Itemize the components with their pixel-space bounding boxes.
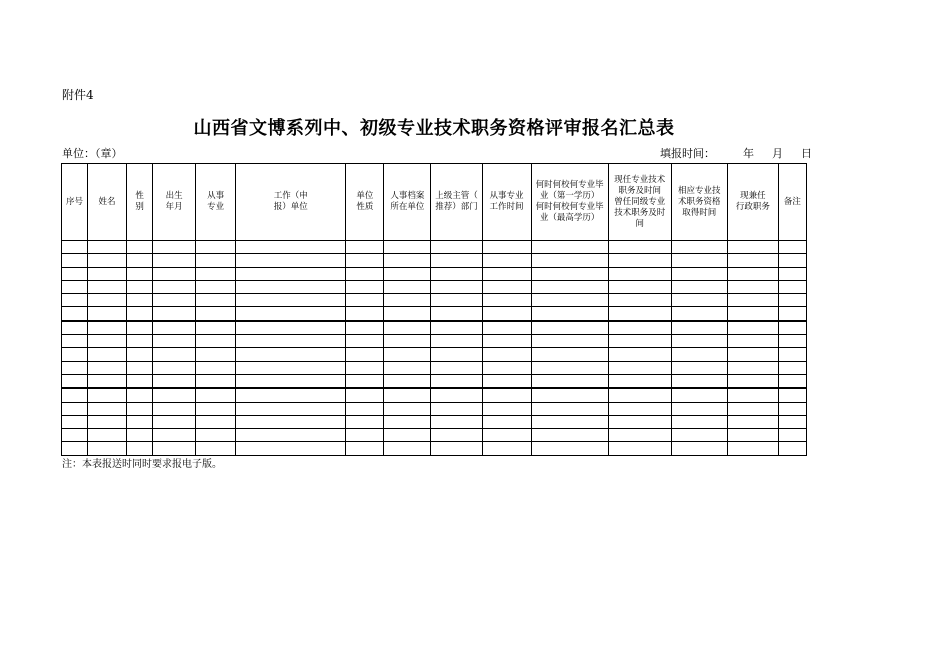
table-cell[interactable] xyxy=(153,415,196,428)
table-cell[interactable] xyxy=(531,335,608,348)
table-cell[interactable] xyxy=(384,280,431,293)
table-cell[interactable] xyxy=(236,429,346,442)
table-cell[interactable] xyxy=(671,307,727,321)
table-cell[interactable] xyxy=(236,307,346,321)
attachment-label: 附件4 xyxy=(62,88,94,102)
table-cell[interactable] xyxy=(671,361,727,374)
table-cell[interactable] xyxy=(196,348,236,361)
table-cell[interactable] xyxy=(88,294,127,307)
table-cell[interactable] xyxy=(196,361,236,374)
table-cell[interactable] xyxy=(346,307,384,321)
table-cell[interactable] xyxy=(482,429,531,442)
table-cell[interactable] xyxy=(384,415,431,428)
table-cell[interactable] xyxy=(727,321,778,335)
table-cell[interactable] xyxy=(482,348,531,361)
table-row xyxy=(62,388,807,402)
table-cell[interactable] xyxy=(778,307,806,321)
table-cell[interactable] xyxy=(153,361,196,374)
table-cell[interactable] xyxy=(196,254,236,267)
table-cell[interactable] xyxy=(671,335,727,348)
table-cell[interactable] xyxy=(127,321,153,335)
table-cell[interactable] xyxy=(482,415,531,428)
table-cell[interactable] xyxy=(727,294,778,307)
footnote: 注：本表报送时同时要求报电子版。 xyxy=(62,459,222,470)
table-cell[interactable] xyxy=(153,280,196,293)
table-cell[interactable] xyxy=(62,280,88,293)
table-cell[interactable] xyxy=(431,280,482,293)
table-cell[interactable] xyxy=(62,388,88,402)
table-cell[interactable] xyxy=(236,415,346,428)
table-cell[interactable] xyxy=(88,267,127,280)
table-cell[interactable] xyxy=(62,241,88,254)
table-cell[interactable] xyxy=(153,429,196,442)
table-cell[interactable] xyxy=(88,429,127,442)
table-cell[interactable] xyxy=(88,402,127,415)
table-cell[interactable] xyxy=(608,267,671,280)
fill-time-year: 年 xyxy=(743,147,754,160)
table-cell[interactable] xyxy=(778,402,806,415)
table-cell[interactable] xyxy=(671,280,727,293)
table-cell[interactable] xyxy=(671,241,727,254)
table-cell[interactable] xyxy=(778,429,806,442)
table-cell[interactable] xyxy=(127,241,153,254)
col-current-title: 现任专业技术 职务及时间 曾任同级专业 技术职务及时 间 xyxy=(608,164,671,241)
table-cell[interactable] xyxy=(431,442,482,455)
table-row xyxy=(62,429,807,442)
table-cell[interactable] xyxy=(671,267,727,280)
table-cell[interactable] xyxy=(346,335,384,348)
table-cell[interactable] xyxy=(153,254,196,267)
col-work-time: 从事专业 工作时间 xyxy=(482,164,531,241)
table-cell[interactable] xyxy=(346,388,384,402)
col-birth: 出生 年月 xyxy=(153,164,196,241)
fill-time xyxy=(660,145,812,161)
table-cell[interactable] xyxy=(482,254,531,267)
table-cell[interactable] xyxy=(153,442,196,455)
table-cell[interactable] xyxy=(236,267,346,280)
table-cell[interactable] xyxy=(384,307,431,321)
table-cell[interactable] xyxy=(346,415,384,428)
fill-time-label: 填报时间： xyxy=(660,147,715,160)
table-cell[interactable] xyxy=(196,280,236,293)
table-cell[interactable] xyxy=(778,361,806,374)
table-cell[interactable] xyxy=(727,388,778,402)
table-cell[interactable] xyxy=(778,415,806,428)
table-cell[interactable] xyxy=(236,361,346,374)
table-cell[interactable] xyxy=(671,442,727,455)
table-cell[interactable] xyxy=(127,348,153,361)
table-cell[interactable] xyxy=(196,388,236,402)
table-cell[interactable] xyxy=(431,402,482,415)
table-cell[interactable] xyxy=(127,374,153,388)
table-cell[interactable] xyxy=(608,388,671,402)
table-cell[interactable] xyxy=(727,254,778,267)
table-cell[interactable] xyxy=(778,321,806,335)
table-row xyxy=(62,280,807,293)
table-cell[interactable] xyxy=(384,388,431,402)
table-cell[interactable] xyxy=(727,415,778,428)
table-cell[interactable] xyxy=(431,241,482,254)
table-cell[interactable] xyxy=(778,254,806,267)
table-cell[interactable] xyxy=(778,348,806,361)
table-cell[interactable] xyxy=(482,294,531,307)
table-cell[interactable] xyxy=(196,335,236,348)
table-cell[interactable] xyxy=(727,307,778,321)
table-cell[interactable] xyxy=(431,307,482,321)
table-row xyxy=(62,335,807,348)
table-cell[interactable] xyxy=(88,415,127,428)
table-cell[interactable] xyxy=(482,335,531,348)
table-cell[interactable] xyxy=(671,402,727,415)
table-cell[interactable] xyxy=(531,321,608,335)
table-cell[interactable] xyxy=(153,402,196,415)
table-cell[interactable] xyxy=(236,241,346,254)
table-cell[interactable] xyxy=(531,402,608,415)
table-cell[interactable] xyxy=(671,348,727,361)
table-cell[interactable] xyxy=(531,294,608,307)
table-cell[interactable] xyxy=(346,402,384,415)
table-row xyxy=(62,241,807,254)
col-supervisor: 上级主管（ 推荐）部门 xyxy=(431,164,482,241)
table-cell[interactable] xyxy=(608,429,671,442)
table-cell[interactable] xyxy=(431,388,482,402)
table-cell[interactable] xyxy=(384,294,431,307)
table-cell[interactable] xyxy=(482,388,531,402)
table-cell[interactable] xyxy=(62,415,88,428)
table-cell[interactable] xyxy=(384,335,431,348)
table-cell[interactable] xyxy=(608,241,671,254)
table-cell[interactable] xyxy=(62,402,88,415)
table-cell[interactable] xyxy=(196,374,236,388)
table-cell[interactable] xyxy=(196,294,236,307)
table-cell[interactable] xyxy=(236,254,346,267)
table-cell[interactable] xyxy=(236,321,346,335)
table-cell[interactable] xyxy=(236,294,346,307)
table-cell[interactable] xyxy=(671,254,727,267)
table-cell[interactable] xyxy=(531,348,608,361)
table-cell[interactable] xyxy=(88,280,127,293)
table-cell[interactable] xyxy=(608,415,671,428)
table-cell[interactable] xyxy=(236,402,346,415)
table-cell[interactable] xyxy=(384,321,431,335)
table-row xyxy=(62,442,807,455)
table-row xyxy=(62,374,807,388)
col-education: 何时何校何专业毕 业（第一学历） 何时何校何专业毕 业（最高学历） xyxy=(531,164,608,241)
table-cell[interactable] xyxy=(531,361,608,374)
table-cell[interactable] xyxy=(127,415,153,428)
table-cell[interactable] xyxy=(482,374,531,388)
table-cell[interactable] xyxy=(384,267,431,280)
table-cell[interactable] xyxy=(153,335,196,348)
table-cell[interactable] xyxy=(431,348,482,361)
table-cell[interactable] xyxy=(384,402,431,415)
table-cell[interactable] xyxy=(778,267,806,280)
table-cell[interactable] xyxy=(727,348,778,361)
table-cell[interactable] xyxy=(671,374,727,388)
table-row xyxy=(62,267,807,280)
table-row xyxy=(62,254,807,267)
page-title: 山西省文博系列中、初级专业技术职务资格评审报名汇总表 xyxy=(193,118,675,139)
table-cell[interactable] xyxy=(671,321,727,335)
table-cell[interactable] xyxy=(127,429,153,442)
table-cell[interactable] xyxy=(671,415,727,428)
table-cell[interactable] xyxy=(608,335,671,348)
table-cell[interactable] xyxy=(482,442,531,455)
table-cell[interactable] xyxy=(236,280,346,293)
table-cell[interactable] xyxy=(236,442,346,455)
table-cell[interactable] xyxy=(153,267,196,280)
table-cell[interactable] xyxy=(153,374,196,388)
table-cell[interactable] xyxy=(196,241,236,254)
table-cell[interactable] xyxy=(671,429,727,442)
col-gender: 性 别 xyxy=(127,164,153,241)
table-cell[interactable] xyxy=(346,280,384,293)
table-cell[interactable] xyxy=(62,429,88,442)
table-cell[interactable] xyxy=(431,294,482,307)
table-cell[interactable] xyxy=(62,335,88,348)
table-cell[interactable] xyxy=(431,361,482,374)
table-cell[interactable] xyxy=(196,415,236,428)
table-cell[interactable] xyxy=(196,442,236,455)
table-cell[interactable] xyxy=(346,267,384,280)
table-cell[interactable] xyxy=(88,442,127,455)
table-cell[interactable] xyxy=(431,321,482,335)
table-cell[interactable] xyxy=(88,361,127,374)
table-cell[interactable] xyxy=(127,280,153,293)
table-cell[interactable] xyxy=(431,429,482,442)
table-cell[interactable] xyxy=(384,348,431,361)
table-cell[interactable] xyxy=(384,254,431,267)
table-cell[interactable] xyxy=(482,307,531,321)
table-row xyxy=(62,348,807,361)
table-cell[interactable] xyxy=(196,307,236,321)
fill-time-month: 月 xyxy=(772,147,783,160)
table-cell[interactable] xyxy=(727,374,778,388)
table-cell[interactable] xyxy=(531,241,608,254)
table-cell[interactable] xyxy=(531,307,608,321)
table-cell[interactable] xyxy=(196,267,236,280)
table-cell[interactable] xyxy=(153,307,196,321)
table-cell[interactable] xyxy=(727,335,778,348)
table-cell[interactable] xyxy=(236,335,346,348)
table-row xyxy=(62,361,807,374)
table-cell[interactable] xyxy=(778,241,806,254)
table-cell[interactable] xyxy=(531,388,608,402)
table-cell[interactable] xyxy=(346,294,384,307)
table-cell[interactable] xyxy=(62,321,88,335)
table-cell[interactable] xyxy=(346,241,384,254)
table-cell[interactable] xyxy=(236,348,346,361)
table-cell[interactable] xyxy=(88,254,127,267)
table-cell[interactable] xyxy=(384,241,431,254)
table-cell[interactable] xyxy=(531,374,608,388)
table-cell[interactable] xyxy=(346,429,384,442)
col-admin-post: 现兼任 行政职务 xyxy=(727,164,778,241)
table-cell[interactable] xyxy=(127,361,153,374)
table-cell[interactable] xyxy=(62,294,88,307)
table-row xyxy=(62,294,807,307)
table-cell[interactable] xyxy=(88,307,127,321)
col-work-unit: 工作（申 报）单位 xyxy=(236,164,346,241)
col-seq: 序号 xyxy=(62,164,88,241)
table-cell[interactable] xyxy=(346,361,384,374)
table-row xyxy=(62,402,807,415)
table-cell[interactable] xyxy=(384,442,431,455)
table-cell[interactable] xyxy=(531,415,608,428)
table-cell[interactable] xyxy=(196,402,236,415)
table-cell[interactable] xyxy=(88,241,127,254)
table-cell[interactable] xyxy=(62,442,88,455)
table-cell[interactable] xyxy=(62,307,88,321)
table-cell[interactable] xyxy=(62,361,88,374)
table-cell[interactable] xyxy=(88,388,127,402)
unit-label: 单位：（章） xyxy=(62,147,123,160)
col-specialty: 从事 专业 xyxy=(196,164,236,241)
table-cell[interactable] xyxy=(482,267,531,280)
table-cell[interactable] xyxy=(482,361,531,374)
table-cell[interactable] xyxy=(127,267,153,280)
table-row xyxy=(62,415,807,428)
table-cell[interactable] xyxy=(778,280,806,293)
table-cell[interactable] xyxy=(153,348,196,361)
table-cell[interactable] xyxy=(531,267,608,280)
table-cell[interactable] xyxy=(608,442,671,455)
table-cell[interactable] xyxy=(346,254,384,267)
table-cell[interactable] xyxy=(88,321,127,335)
table-cell[interactable] xyxy=(431,415,482,428)
table-cell[interactable] xyxy=(127,254,153,267)
table-cell[interactable] xyxy=(196,429,236,442)
table-cell[interactable] xyxy=(88,374,127,388)
table-cell[interactable] xyxy=(62,348,88,361)
table-cell[interactable] xyxy=(778,388,806,402)
table-cell[interactable] xyxy=(531,280,608,293)
col-file-unit: 人事档案 所在单位 xyxy=(384,164,431,241)
table-cell[interactable] xyxy=(608,402,671,415)
table-row xyxy=(62,307,807,321)
table-cell[interactable] xyxy=(608,307,671,321)
table-cell[interactable] xyxy=(127,307,153,321)
table-cell[interactable] xyxy=(608,348,671,361)
table-cell[interactable] xyxy=(727,402,778,415)
table-cell[interactable] xyxy=(127,402,153,415)
table-cell[interactable] xyxy=(778,335,806,348)
registration-summary-table xyxy=(61,163,807,456)
table-cell[interactable] xyxy=(153,388,196,402)
table-cell[interactable] xyxy=(346,374,384,388)
table-cell[interactable] xyxy=(346,442,384,455)
table-cell[interactable] xyxy=(727,241,778,254)
table-cell[interactable] xyxy=(62,374,88,388)
table-cell[interactable] xyxy=(727,267,778,280)
table-cell[interactable] xyxy=(778,374,806,388)
table-cell[interactable] xyxy=(482,321,531,335)
table-cell[interactable] xyxy=(384,361,431,374)
table-cell[interactable] xyxy=(236,388,346,402)
table-cell[interactable] xyxy=(127,294,153,307)
col-unit-nature: 单位 性质 xyxy=(346,164,384,241)
col-name: 姓名 xyxy=(88,164,127,241)
table-cell[interactable] xyxy=(727,429,778,442)
table-cell[interactable] xyxy=(482,241,531,254)
table-cell[interactable] xyxy=(431,254,482,267)
table-cell[interactable] xyxy=(727,361,778,374)
table-cell[interactable] xyxy=(153,294,196,307)
table-cell[interactable] xyxy=(153,241,196,254)
table-cell[interactable] xyxy=(346,348,384,361)
table-cell[interactable] xyxy=(127,442,153,455)
table-cell[interactable] xyxy=(127,335,153,348)
table-cell[interactable] xyxy=(384,429,431,442)
table-cell[interactable] xyxy=(531,429,608,442)
table-cell[interactable] xyxy=(431,374,482,388)
table-cell[interactable] xyxy=(346,321,384,335)
table-cell[interactable] xyxy=(531,442,608,455)
table-cell[interactable] xyxy=(531,254,608,267)
table-cell[interactable] xyxy=(608,254,671,267)
table-header-row xyxy=(62,164,807,241)
col-remarks: 备注 xyxy=(778,164,806,241)
col-qualification-time: 相应专业技 术职务资格 取得时间 xyxy=(671,164,727,241)
table-cell[interactable] xyxy=(88,348,127,361)
table-cell[interactable] xyxy=(482,280,531,293)
table-cell[interactable] xyxy=(608,374,671,388)
table-cell[interactable] xyxy=(671,388,727,402)
table-cell[interactable] xyxy=(608,280,671,293)
table-cell[interactable] xyxy=(778,294,806,307)
table-cell[interactable] xyxy=(431,335,482,348)
table-cell[interactable] xyxy=(608,361,671,374)
table-cell[interactable] xyxy=(778,442,806,455)
table-cell[interactable] xyxy=(671,294,727,307)
table-cell[interactable] xyxy=(88,335,127,348)
table-cell[interactable] xyxy=(384,374,431,388)
table-cell[interactable] xyxy=(153,321,196,335)
table-cell[interactable] xyxy=(482,402,531,415)
table-cell[interactable] xyxy=(431,267,482,280)
table-cell[interactable] xyxy=(236,374,346,388)
table-cell[interactable] xyxy=(727,442,778,455)
table-cell[interactable] xyxy=(62,267,88,280)
table-row xyxy=(62,321,807,335)
fill-time-day: 日 xyxy=(801,147,812,160)
table-cell[interactable] xyxy=(62,254,88,267)
table-cell[interactable] xyxy=(727,280,778,293)
table-cell[interactable] xyxy=(196,321,236,335)
table-cell[interactable] xyxy=(608,321,671,335)
table-cell[interactable] xyxy=(127,388,153,402)
table-cell[interactable] xyxy=(608,294,671,307)
